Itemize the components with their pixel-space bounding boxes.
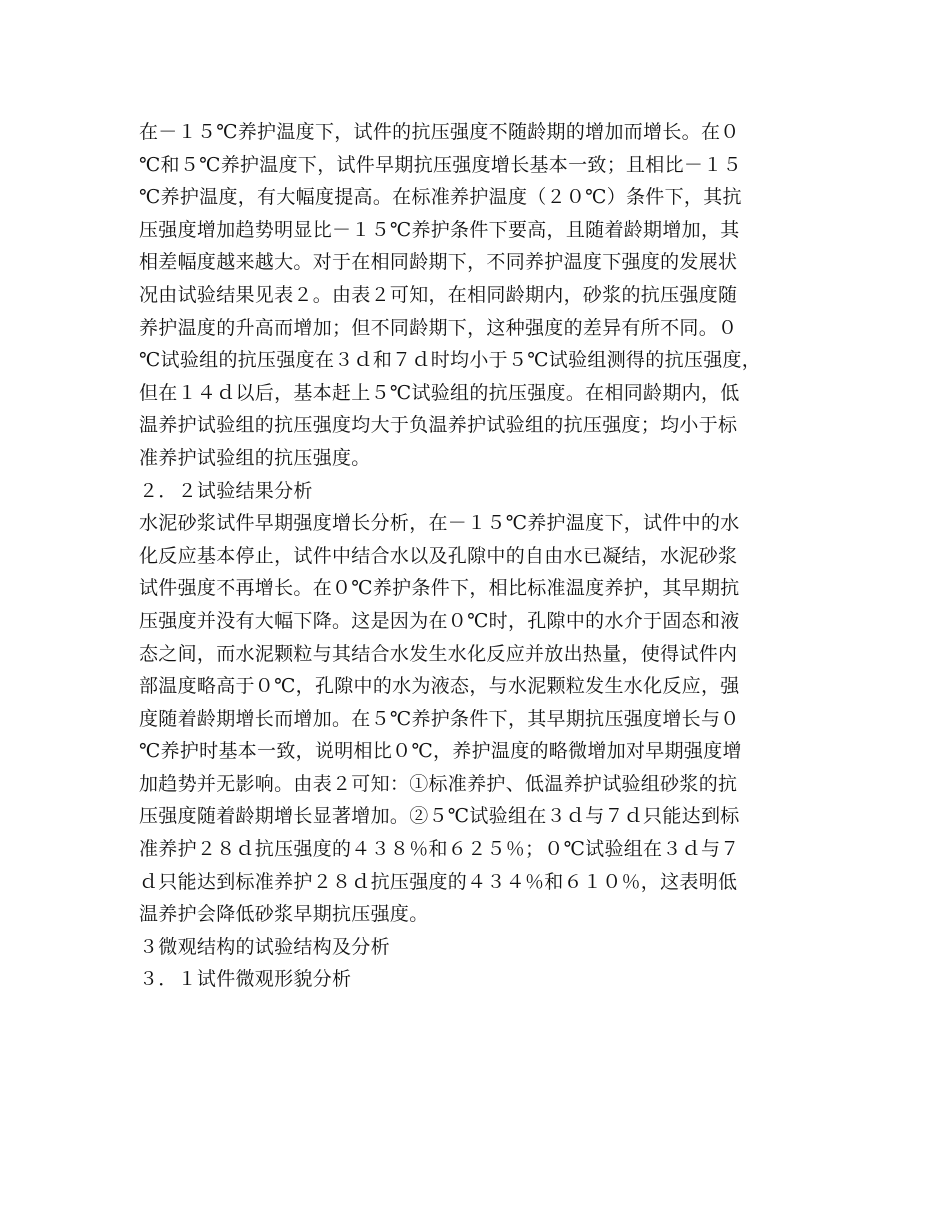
text-line: 态之间，而水泥颗粒与其结合水发生水化反应并放出热量，使得试件内 — [139, 642, 738, 665]
text-line: 压强度并没有大幅下降。这是因为在０℃时，孔隙中的水介于固态和液 — [139, 609, 740, 632]
text-line: 在－１５℃养护温度下，试件的抗压强度不随龄期的增加而增长。在０ — [139, 121, 740, 143]
text-line: 养护温度的升高而增加；但不同龄期下，这种强度的差异有所不同。０ — [139, 316, 738, 339]
text-line: 加趋势并无影响。由表２可知：①标准养护、低温养护试验组砂浆的抗 — [139, 772, 738, 795]
text-line: 压强度随着龄期增长显著增加。②５℃试验组在３ｄ与７ｄ只能达到标 — [139, 805, 740, 828]
text-line: 试件强度不再增长。在０℃养护条件下，相比标准温度养护，其早期抗 — [139, 577, 740, 600]
section-heading: ３微观结构的试验结构及分析 — [139, 935, 390, 958]
text-line: 化反应基本停止，试件中结合水以及孔隙中的自由水已凝结，水泥砂浆 — [139, 544, 738, 567]
text-line: ℃和５℃养护温度下，试件早期抗压强度增长基本一致；且相比－１５ — [139, 153, 742, 176]
subsection-heading: ３．１试件微观形貌分析 — [139, 968, 352, 991]
section-heading: ２．２试验结果分析 — [139, 479, 313, 502]
text-line: 度随着龄期增长而增加。在５℃养护条件下，其早期抗压强度增长与０ — [139, 707, 740, 730]
document-body — [139, 116, 829, 996]
text-line: 相差幅度越来越大。对于在相同龄期下，不同养护温度下强度的发展状 — [139, 251, 738, 274]
text-line: 部温度略高于０℃，孔隙中的水为液态，与水泥颗粒发生水化反应，强 — [139, 675, 740, 698]
text-line: 准养护２８ｄ抗压强度的４３８％和６２５％；０℃试验组在３ｄ与７ — [139, 838, 740, 861]
text-line: 况由试验结果见表２。由表２可知，在相同龄期内，砂浆的抗压强度随 — [139, 283, 738, 306]
text-line: ℃养护温度，有大幅度提高。在标准养护温度（２０℃）条件下，其抗 — [139, 186, 742, 209]
text-line: 温养护会降低砂浆早期抗压强度。 — [139, 903, 429, 926]
text-line: 准养护试验组的抗压强度。 — [139, 446, 371, 469]
text-line: ｄ只能达到标准养护２８ｄ抗压强度的４３４％和６１０％，这表明低 — [139, 870, 738, 893]
text-line: 压强度增加趋势明显比－１５℃养护条件下要高，且随着龄期增加，其 — [139, 218, 740, 241]
text-line: ℃养护时基本一致，说明相比０℃，养护温度的略微增加对早期强度增 — [139, 740, 742, 763]
text-line: ℃试验组的抗压强度在３ｄ和７ｄ时均小于５℃试验组测得的抗压强度， — [139, 349, 762, 372]
text-line: 但在１４ｄ以后，基本赶上５℃试验组的抗压强度。在相同龄期内，低 — [139, 381, 740, 404]
text-line: 温养护试验组的抗压强度均大于负温养护试验组的抗压强度；均小于标 — [139, 414, 738, 437]
text-line: 水泥砂浆试件早期强度增长分析，在－１５℃养护温度下，试件中的水 — [139, 512, 740, 535]
